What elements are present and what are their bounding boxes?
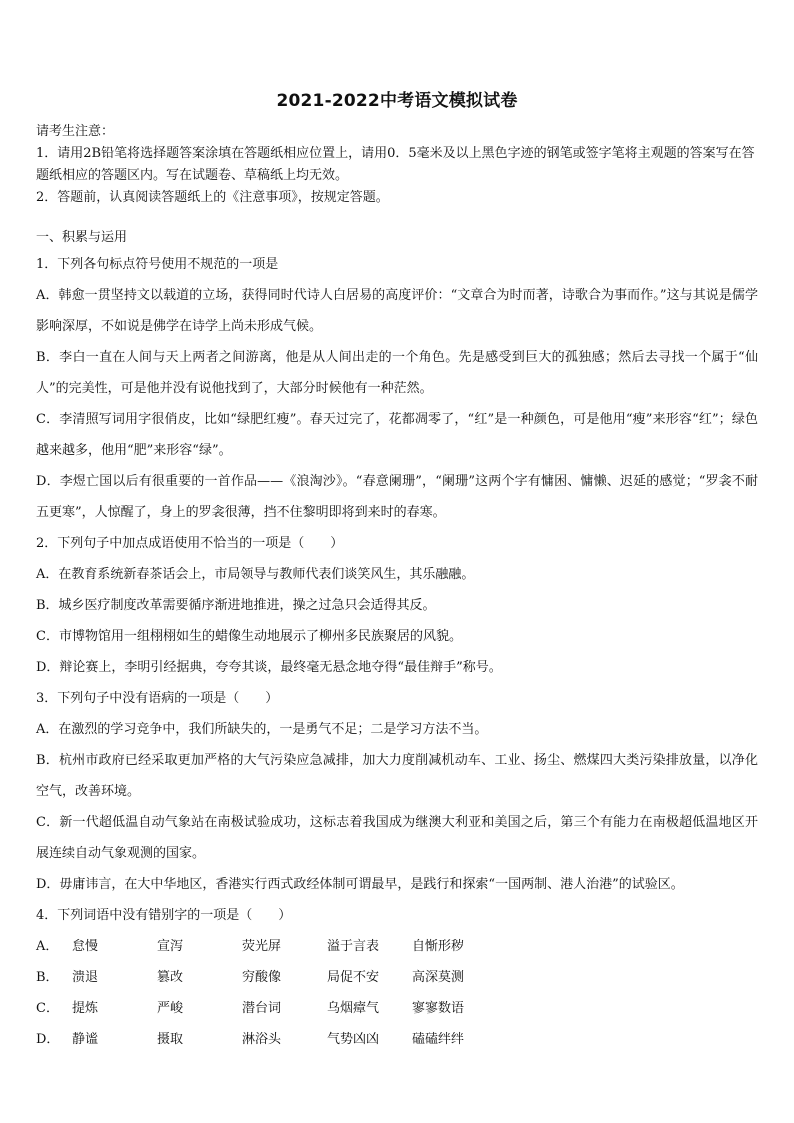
word: 摄取 — [157, 1032, 184, 1047]
word: 高深莫测 — [412, 970, 465, 985]
word: 提炼 — [72, 1001, 99, 1016]
notice-block — [36, 121, 758, 209]
word: 自惭形秽 — [412, 939, 465, 954]
question-1 — [36, 249, 758, 528]
word: 气势凶凶 — [327, 1032, 380, 1047]
word-row-d — [36, 1024, 758, 1055]
word: 溃退 — [72, 970, 99, 985]
option-d: D．辩论赛上，李明引经据典，夸夸其谈，最终毫无悬念地夺得“最佳辩手”称号。 — [36, 660, 502, 675]
option-b: B．城乡医疗制度改革需要循序渐进地推进，操之过急只会适得其反。 — [36, 598, 436, 613]
word: 严峻 — [157, 1001, 184, 1016]
notice-item-1: 1．请用2B铅笔将选择题答案涂填在答题纸相应位置上，请用0．5毫米及以上黑色字迹的钢笔或签字笔将主观题的答案写在答题纸相应的答题区内。写在试题卷、草稿纸上均无效。 — [36, 146, 755, 183]
word: 溢于言表 — [327, 939, 380, 954]
option-label: D． — [36, 1032, 60, 1047]
option-c: C．市博物馆用一组栩栩如生的蜡像生动地展示了柳州多民族聚居的风貌。 — [36, 629, 462, 644]
word: 磕磕绊绊 — [412, 1032, 465, 1047]
word: 篡改 — [157, 970, 184, 985]
exam-page — [36, 86, 758, 1055]
option-label: A． — [36, 939, 59, 954]
word: 潜台词 — [242, 1001, 282, 1016]
option-a: A．韩愈一贯坚持文以载道的立场，获得同时代诗人白居易的高度评价：“文章合为时而著，诗歌合为事而作。”这与其说是儒学影响深厚，不如说是佛学在诗学上尚未形成气候。 — [36, 288, 758, 334]
word: 淋浴头 — [242, 1032, 282, 1047]
option-label: B． — [36, 970, 59, 985]
word: 宣泻 — [157, 939, 184, 954]
notice-heading: 请考生注意： — [36, 124, 115, 139]
option-a: A．在激烈的学习竞争中，我们所缺失的，一是勇气不足；二是学习方法不当。 — [36, 722, 488, 737]
word: 怠慢 — [72, 939, 99, 954]
question-4 — [36, 900, 758, 1055]
option-c: C．新一代超低温自动气象站在南极试验成功，这标志着我国成为继澳大利亚和美国之后，第三个有能力在南极超低温地区开展连续自动气象观测的国家。 — [36, 815, 758, 861]
question-stem: 3．下列句子中没有语病的一项是（ ） — [36, 691, 279, 706]
question-3 — [36, 683, 758, 900]
question-stem: 2．下列句子中加点成语使用不恰当的一项是（ ） — [36, 536, 344, 551]
option-b: B．李白一直在人间与天上两者之间游离，他是从人间出走的一个角色。先是感受到巨大的孤独感；然后去寻找一个属于“仙人”的完美性，可是他并没有说他找到了，大部分时候他有一种茫然。 — [36, 350, 758, 396]
word-row-c — [36, 993, 758, 1024]
option-c: C．李清照写词用字很俏皮，比如“绿肥红瘦”。春天过完了，花都凋零了，“红”是一种颜色，可是他用“瘦”来形容“红”；绿色越来越多，他用“肥”来形容“绿”。 — [36, 412, 758, 458]
word: 穷酸像 — [242, 970, 282, 985]
option-label: C． — [36, 1001, 59, 1016]
option-b: B．杭州市政府已经采取更加严格的大气污染应急减排，加大力度削减机动车、工业、扬尘、燃煤四大类污染排放量，以净化空气，改善环境。 — [36, 753, 758, 799]
word: 静谧 — [72, 1032, 99, 1047]
word-row-b — [36, 962, 758, 993]
word: 乌烟瘴气 — [327, 1001, 380, 1016]
option-a: A．在教育系统新春茶话会上，市局领导与教师代表们谈笑风生，其乐融融。 — [36, 567, 475, 582]
word: 寥寥数语 — [412, 1001, 465, 1016]
word-row-a — [36, 931, 758, 962]
word: 局促不安 — [327, 970, 380, 985]
notice-item-2: 2．答题前，认真阅读答题纸上的《注意事项》，按规定答题。 — [36, 190, 389, 205]
option-d: D．毋庸讳言，在大中华地区，香港实行西式政经体制可谓最早，是践行和探索“一国两制、港人治港”的试验区。 — [36, 877, 684, 892]
option-d: D．李煜亡国以后有很重要的一首作品——《浪淘沙》。“春意阑珊”，“阑珊”这两个字有慵困、慵懒、迟延的感觉；“罗衾不耐五更寒”，人惊醒了，身上的罗衾很薄，挡不住黎明即将到来时的春寒。 — [36, 474, 758, 520]
word: 荧光屏 — [242, 939, 282, 954]
question-2 — [36, 528, 758, 683]
question-stem: 4．下列词语中没有错别字的一项是（ ） — [36, 908, 292, 923]
question-stem: 1．下列各句标点符号使用不规范的一项是 — [36, 257, 279, 272]
exam-title: 2021-2022中考语文模拟试卷 — [276, 91, 518, 111]
section-heading: 一、积累与运用 — [36, 230, 128, 245]
